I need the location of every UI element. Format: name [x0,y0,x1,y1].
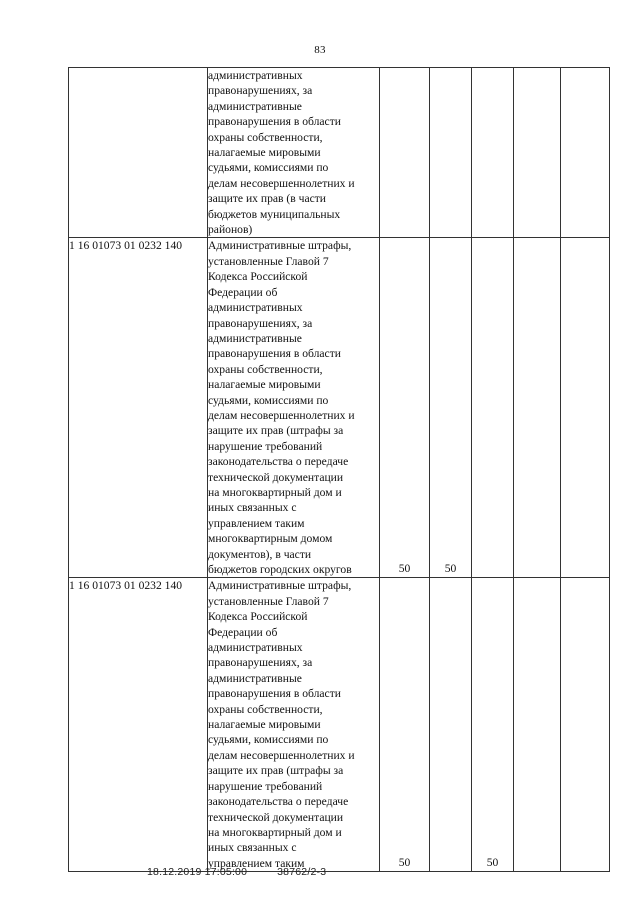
description-line: бюджетов муниципальных [208,207,341,221]
budget-table [68,67,610,872]
description-line: защите их прав (в части [208,192,327,206]
description-line: налагаемые мировыми [208,718,321,732]
description-line: административных [208,69,303,82]
amount-value: 50 [398,855,411,869]
description-line: на многоквартирный дом и [208,485,342,499]
amount-value [430,870,471,871]
description-line: делам несовершеннолетних и [208,176,355,190]
description-cell [208,578,380,872]
description-line: Административные штрафы, [208,579,352,593]
description-line: технической документации [208,470,344,484]
description-line: нарушение требований [208,439,323,453]
description-line: административные [208,671,302,685]
amount-cell [514,68,561,238]
description-line: управлением таким [208,516,305,530]
description-line: бюджетов городских округов [208,563,352,576]
description-line: правонарушения в области [208,115,341,129]
budget-code-cell [69,68,208,238]
description-line: установленные Главой 7 [208,594,329,608]
amount-value: 50 [486,855,499,869]
budget-code-cell: 1 16 01073 01 0232 140 [69,238,208,578]
description-line: иных связанных с [208,501,297,515]
amount-cell [430,68,472,238]
table-row [69,578,610,872]
description-line: правонарушениях, за [208,656,313,670]
table-body [69,68,610,872]
description-line: охраны собственности, [208,362,323,376]
amount-value: 50 [398,562,411,575]
description-line: Административные штрафы, [208,239,352,253]
description-line: судьями, комиссиями по [208,733,329,747]
amount-cell [514,578,561,872]
amount-cell [561,68,610,238]
description-line: делам несовершеннолетних и [208,408,355,422]
amount-cell [472,68,514,238]
description-line: административных [208,641,303,655]
page-footer [147,866,326,878]
description-line: охраны собственности, [208,702,323,716]
amount-value: 50 [444,562,457,575]
description-line: налагаемые мировыми [208,146,321,160]
description-cell [208,238,380,578]
description-line: на многоквартирный дом и [208,825,342,839]
description-line: административные [208,99,302,113]
table-row [69,238,610,578]
amount-cell [472,578,514,872]
description-line: правонарушениях, за [208,84,313,98]
description-line: документов), в части [208,547,312,561]
description-line: налагаемые мировыми [208,378,321,392]
table-row [69,68,610,238]
amount-cell [514,238,561,578]
description-line: установленные Главой 7 [208,254,329,268]
description-line: делам несовершеннолетних и [208,748,355,762]
description-line: районов) [208,223,253,237]
amount-cell [430,578,472,872]
description-line: административные [208,331,302,345]
description-line: правонарушениях, за [208,316,313,330]
description-line: правонарушения в области [208,687,341,701]
description-line: Федерации об [208,285,278,299]
description-cell [208,68,380,238]
description-line: многоквартирным домом [208,532,333,546]
description-line: законодательства о передаче [208,455,349,469]
footer-doc-id: 38762/2-3 [277,866,327,878]
description-line: управлением таким [208,856,305,870]
description-line: Кодекса Российской [208,270,308,284]
description-line: нарушение требований [208,779,323,793]
amount-value [561,870,609,871]
description-line: иных связанных с [208,841,297,855]
amount-cell [430,238,472,578]
budget-code-cell: 1 16 01073 01 0232 140 [69,578,208,872]
amount-cell [380,578,430,872]
amount-cell [380,68,430,238]
description-line: Федерации об [208,625,278,639]
description-line: технической документации [208,810,344,824]
amount-cell [380,238,430,578]
description-line: охраны собственности, [208,130,323,144]
amount-cell [561,238,610,578]
description-line: правонарушения в области [208,347,341,361]
description-line: законодательства о передаче [208,795,349,809]
page-number: 83 [314,44,326,56]
description-line: судьями, комиссиями по [208,161,329,175]
amount-cell [472,238,514,578]
footer-timestamp: 18.12.2019 17:05:00 [147,866,248,878]
amount-cell [561,578,610,872]
description-line: Кодекса Российской [208,610,308,624]
description-line: защите их прав (штрафы за [208,764,344,778]
description-line: административных [208,301,303,315]
amount-value [514,870,560,871]
description-line: судьями, комиссиями по [208,393,329,407]
description-line: защите их прав (штрафы за [208,424,344,438]
